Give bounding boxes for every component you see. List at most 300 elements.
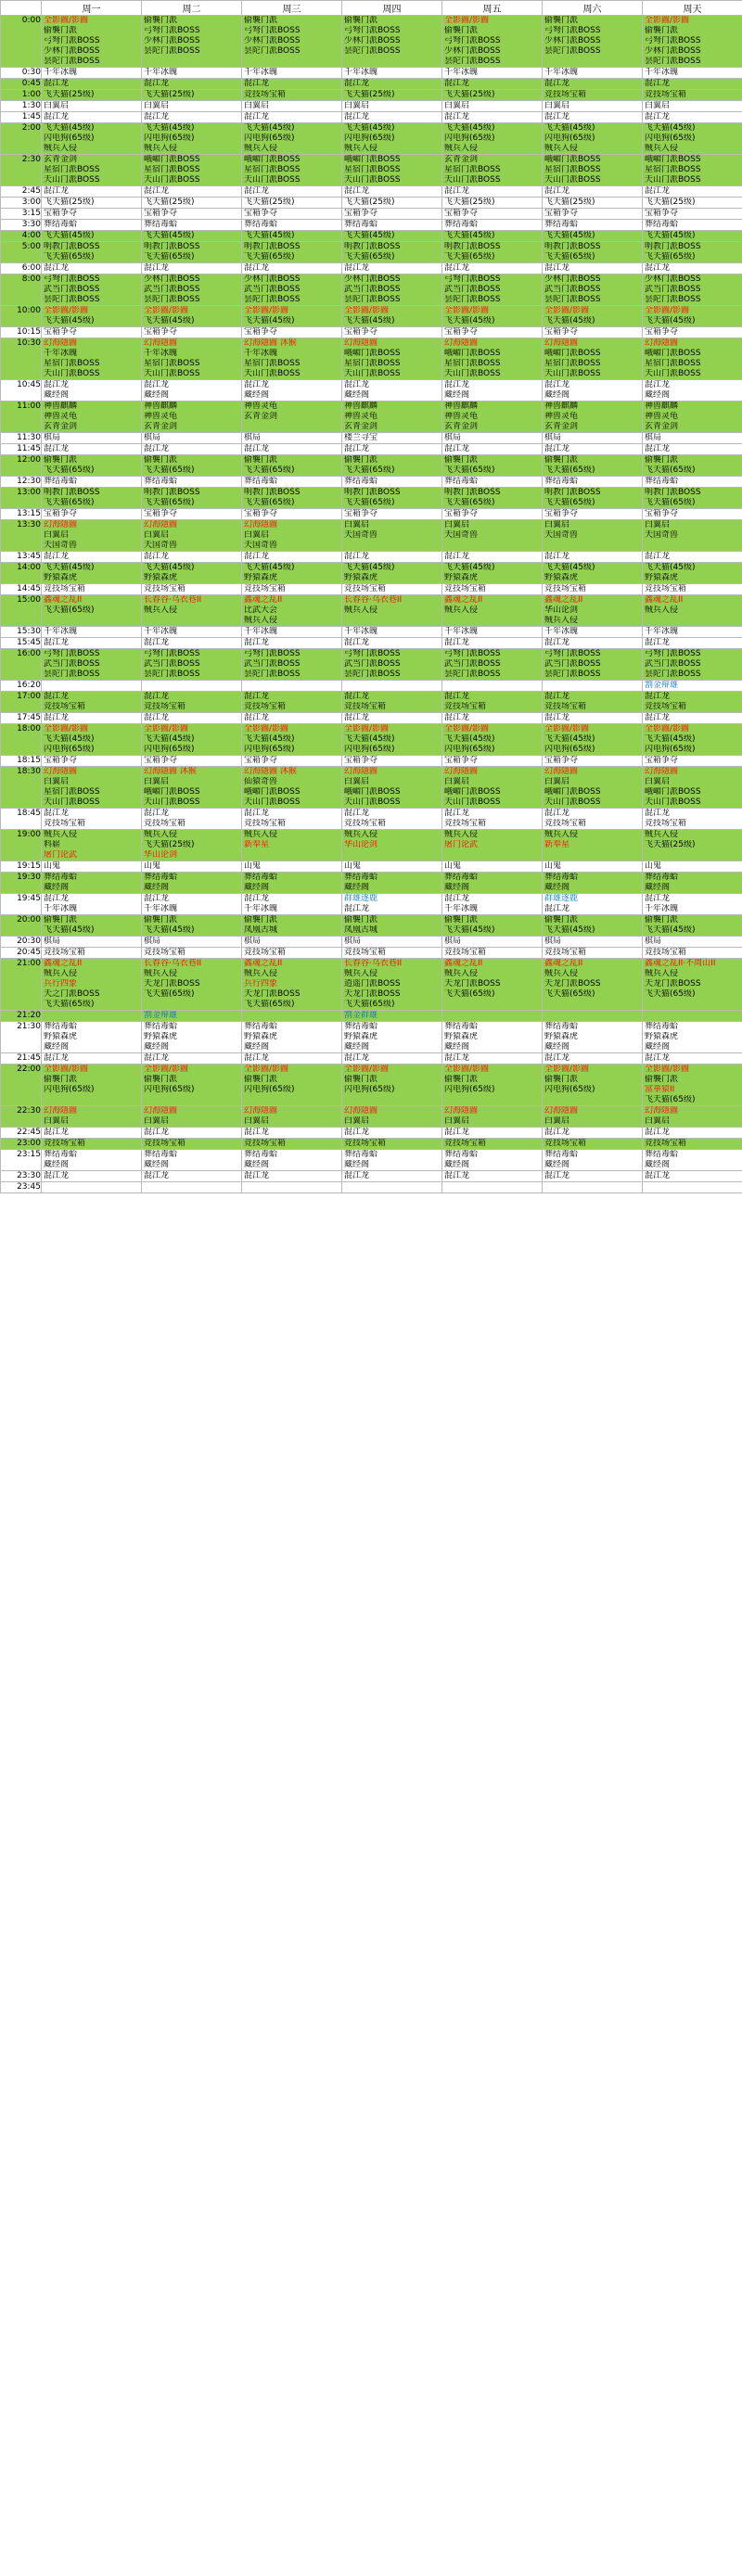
schedule-cell	[643, 563, 742, 584]
event-label: 白翼启	[645, 520, 671, 529]
schedule-cell	[643, 90, 742, 101]
event-label: 神兽麒麟	[344, 402, 378, 411]
time-label: 4:00	[1, 231, 42, 242]
schedule-cell	[543, 830, 643, 861]
schedule-cell	[242, 692, 342, 713]
schedule-cell	[242, 937, 342, 948]
event-label: 宝箱争夺	[244, 327, 278, 337]
time-label: 10:30	[1, 338, 42, 380]
event-label: 混江龙	[544, 904, 570, 913]
event-label: 玄青金剑	[444, 422, 479, 431]
event-label: 千年冰魄	[244, 904, 278, 913]
schedule-cell	[142, 90, 242, 101]
time-label: 3:30	[1, 220, 42, 231]
event-label: 幻海隱圖	[444, 1106, 479, 1116]
event-label: 混江龙	[544, 713, 570, 722]
schedule-cell	[42, 455, 142, 477]
event-label: 混江龙	[244, 809, 270, 818]
schedule-cell	[442, 306, 543, 327]
event-label: 天山门派BOSS	[144, 369, 200, 378]
event-label: 弓弩门派BOSS	[544, 649, 601, 658]
event-label: 峨嵋门派BOSS	[544, 155, 601, 164]
event-label: 混江龙	[344, 713, 370, 722]
schedule-cell	[442, 338, 543, 380]
event-label: 贼兵入侵	[444, 144, 479, 153]
event-label: 全影圖/影圖	[645, 306, 690, 315]
event-label: 竞技场宝箱	[244, 819, 287, 828]
schedule-cell	[543, 1150, 643, 1171]
schedule-cell	[643, 209, 742, 220]
event-label: 峨嵋门派BOSS	[244, 155, 301, 164]
schedule-cell	[142, 1171, 242, 1182]
schedule-cell	[643, 242, 742, 263]
event-label: 全影圖/影圖	[344, 724, 390, 733]
schedule-cell	[643, 1022, 742, 1053]
event-label: 闪电狗(65级)	[44, 134, 95, 143]
schedule-cell	[42, 327, 142, 338]
event-label: 弓弩门派BOSS	[444, 36, 501, 45]
schedule-cell	[42, 242, 142, 263]
time-label: 18:45	[1, 809, 42, 830]
event-label: 弓弩门派BOSS	[444, 649, 501, 658]
event-label: 贼兵入侵	[645, 606, 679, 615]
schedule-cell	[242, 638, 342, 649]
schedule-cell	[543, 1171, 643, 1182]
schedule-cell	[42, 477, 142, 488]
event-label: 竞技场宝箱	[645, 819, 687, 828]
schedule-cell	[242, 444, 342, 455]
event-label: 葬结毒蛤	[144, 220, 178, 229]
event-label: 野猿森虎	[444, 1032, 479, 1041]
schedule-cell	[643, 338, 742, 380]
time-label: 18:30	[1, 767, 42, 809]
event-label: 宝箱争夺	[144, 509, 178, 518]
event-label: 宝箱争夺	[344, 509, 378, 518]
schedule-cell	[42, 402, 142, 433]
event-label: 白翼启	[244, 530, 270, 540]
schedule-cell	[142, 1065, 242, 1106]
event-label: 宝箱争夺	[44, 209, 78, 218]
event-label: 千年冰魄	[444, 68, 479, 77]
event-label: 飞天猫(45级)	[444, 231, 495, 240]
event-label: 全影圖/影圖	[544, 724, 590, 733]
schedule-cell	[242, 1011, 342, 1022]
schedule-cell	[42, 488, 142, 509]
event-label: 飞天猫(65级)	[144, 252, 195, 261]
event-label: 少林门派BOSS	[144, 274, 200, 284]
time-label: 19:30	[1, 873, 42, 894]
event-label: 明教门派BOSS	[44, 488, 100, 497]
schedule-cell	[242, 274, 342, 306]
event-label: 千年冰魄	[144, 349, 178, 358]
event-label: 混江龙	[645, 1128, 671, 1137]
event-label: 飞天猫(65级)	[544, 465, 595, 475]
empty-slot	[643, 1011, 742, 1021]
event-label: 贼兵入侵	[444, 969, 479, 978]
schedule-cell	[643, 649, 742, 681]
event-label: 混江龙	[344, 444, 370, 453]
event-label: 鑫魂之乱II	[645, 595, 684, 605]
schedule-cell	[543, 1182, 643, 1193]
event-label: 长春谷·乌衣巷II	[144, 959, 202, 968]
event-label: 宝箱争夺	[144, 327, 178, 337]
table-row	[1, 327, 742, 338]
event-label: 峨嵋门派BOSS	[645, 349, 701, 358]
event-label: 藏经阁	[244, 1042, 270, 1052]
event-label: 混江龙	[144, 263, 170, 273]
event-label: 昙陀门派BOSS	[444, 295, 501, 304]
schedule-cell	[142, 1150, 242, 1171]
event-label: 闪电狗(65级)	[344, 1085, 395, 1094]
empty-slot	[242, 1182, 341, 1192]
schedule-cell	[42, 123, 142, 155]
schedule-cell	[442, 68, 543, 79]
schedule-cell	[342, 1011, 442, 1022]
event-label: 混江龙	[244, 1171, 270, 1180]
time-label: 12:30	[1, 477, 42, 488]
event-label: 峨嵋门派BOSS	[645, 787, 701, 797]
schedule-cell	[142, 1053, 242, 1065]
schedule-cell	[442, 112, 543, 123]
event-label: 偷襲门派	[44, 26, 78, 35]
event-label: 藏经阁	[544, 1160, 570, 1169]
event-label: 昙陀门派BOSS	[144, 670, 200, 679]
schedule-cell	[442, 1182, 543, 1193]
time-label: 23:30	[1, 1171, 42, 1182]
schedule-cell	[242, 338, 342, 380]
event-label: 飞天猫(45级)	[244, 734, 295, 744]
schedule-cell	[643, 455, 742, 477]
schedule-cell	[442, 402, 543, 433]
schedule-cell	[242, 915, 342, 937]
event-label: 飞天猫(25级)	[144, 90, 195, 99]
event-label: 偷襲门派	[645, 1075, 679, 1084]
event-label: 混江龙	[44, 1053, 70, 1063]
schedule-cell	[42, 101, 142, 112]
event-label: 山鬼	[244, 861, 262, 871]
schedule-cell	[342, 1128, 442, 1139]
event-label: 贼兵入侵	[144, 830, 178, 839]
event-label: 飞天猫(65级)	[44, 606, 95, 615]
event-label: 飞天猫(65级)	[544, 498, 595, 507]
schedule-cell	[543, 380, 643, 402]
time-label: 11:00	[1, 402, 42, 433]
event-label: 天山门派BOSS	[444, 175, 501, 185]
event-label: 千年冰魄	[344, 627, 378, 636]
time-label: 1:00	[1, 90, 42, 101]
event-label: 混江龙	[344, 638, 370, 647]
time-label: 19:00	[1, 830, 42, 861]
schedule-cell	[543, 231, 643, 242]
schedule-cell	[643, 638, 742, 649]
schedule-cell	[543, 263, 643, 274]
event-label: 宝箱争夺	[444, 209, 479, 218]
schedule-cell	[543, 274, 643, 306]
schedule-cell	[142, 455, 242, 477]
event-label: 竞技场宝箱	[44, 702, 86, 711]
event-label: 竞技场宝箱	[44, 819, 86, 828]
event-label: 飞天猫(65级)	[444, 498, 495, 507]
table-row	[1, 231, 742, 242]
event-label: 飞天猫(65级)	[344, 498, 395, 507]
event-label: 贼兵入侵	[44, 830, 78, 839]
schedule-cell	[242, 68, 342, 79]
event-label: 混江龙	[444, 809, 470, 818]
event-label: 藏经阁	[645, 390, 671, 400]
schedule-cell	[442, 584, 543, 595]
event-label: 明教门派BOSS	[244, 242, 301, 251]
schedule-cell	[442, 552, 543, 563]
event-label: 白翼启	[444, 1116, 470, 1126]
time-label: 17:00	[1, 692, 42, 713]
event-label: 幻海隱圖	[244, 520, 278, 529]
schedule-cell	[643, 327, 742, 338]
event-label: 白翼启	[444, 101, 470, 110]
event-label: 葬结毒蛤	[444, 220, 479, 229]
event-label: 飞天猫(45级)	[344, 316, 395, 325]
event-label: 天国奇兽	[244, 541, 278, 550]
event-label: 葬结毒蛤	[645, 1022, 679, 1031]
event-label: 白翼启	[44, 1116, 70, 1126]
event-label: 藏经阁	[344, 883, 370, 892]
event-label: 贼兵入侵	[645, 969, 679, 978]
schedule-cell	[342, 1150, 442, 1171]
schedule-cell	[42, 595, 142, 627]
event-label: 藏经阁	[544, 390, 570, 400]
schedule-cell	[442, 894, 543, 915]
event-label: 弓弩门派BOSS	[44, 649, 100, 658]
event-label: 武当门派BOSS	[645, 285, 701, 294]
event-label: 昙陀门派BOSS	[645, 670, 701, 679]
schedule-cell	[543, 552, 643, 563]
schedule-cell	[242, 220, 342, 231]
event-label: 混江龙	[244, 552, 270, 561]
event-label: 竞技场宝箱	[44, 1139, 86, 1148]
schedule-cell	[543, 809, 643, 830]
schedule-cell	[442, 220, 543, 231]
event-label: 全影圖/影圖	[444, 306, 490, 315]
event-label: 飞天猫(25级)	[645, 198, 696, 207]
schedule-cell	[543, 861, 643, 873]
event-label: 混江龙	[44, 1128, 70, 1137]
schedule-cell	[543, 1011, 643, 1022]
time-label: 18:15	[1, 756, 42, 767]
event-label: 偷襲门派	[144, 915, 178, 925]
event-label: 竞技场宝箱	[344, 584, 387, 593]
schedule-cell	[543, 209, 643, 220]
event-label: 武当门派BOSS	[244, 659, 301, 669]
table-row	[1, 552, 742, 563]
event-label: 飞天猫(45级)	[544, 231, 595, 240]
schedule-cell	[543, 402, 643, 433]
event-label: 少林门派BOSS	[645, 274, 701, 284]
event-label: 天国奇兽	[344, 530, 378, 540]
schedule-cell	[342, 477, 442, 488]
event-label: 竞技场宝箱	[645, 90, 687, 99]
event-label: 野猿森虎	[444, 573, 479, 582]
schedule-cell	[342, 809, 442, 830]
schedule-cell	[543, 306, 643, 327]
table-row	[1, 263, 742, 274]
event-label: 武当门派BOSS	[44, 659, 100, 669]
event-label: 幻海隱圖	[44, 1106, 78, 1116]
time-label: 10:45	[1, 380, 42, 402]
event-label: 野猿森虎	[544, 1032, 579, 1041]
table-row	[1, 1128, 742, 1139]
event-label: 贼兵入侵	[344, 144, 378, 153]
event-label: 明教门派BOSS	[44, 242, 100, 251]
schedule-cell	[142, 1182, 242, 1193]
event-label: 峨嵋门派BOSS	[544, 349, 601, 358]
column-header-sat: 周六	[543, 1, 643, 16]
schedule-cell	[643, 1053, 742, 1065]
table-row	[1, 627, 742, 638]
schedule-cell	[242, 861, 342, 873]
event-label: 全影圖/影圖	[44, 1065, 89, 1074]
event-label: 割金群雄	[344, 1011, 378, 1020]
schedule-cell	[643, 948, 742, 959]
event-label: 星宿门派BOSS	[44, 165, 100, 174]
schedule-cell	[242, 455, 342, 477]
event-label: 昙陀门派BOSS	[645, 57, 701, 66]
schedule-cell	[42, 186, 142, 198]
event-label: 昙陀门派BOSS	[344, 295, 401, 304]
event-label: 山鬼	[144, 861, 161, 871]
event-label: 神兽灵龟	[645, 412, 679, 421]
event-label: 华山论剑	[144, 850, 178, 860]
schedule-cell	[543, 16, 643, 68]
schedule-cell	[442, 595, 543, 627]
schedule-cell	[142, 713, 242, 724]
schedule-cell	[643, 713, 742, 724]
schedule-cell	[42, 1065, 142, 1106]
schedule-cell	[643, 1182, 742, 1193]
schedule-cell	[342, 713, 442, 724]
schedule-cell	[242, 1065, 342, 1106]
event-label: 贼兵入侵	[144, 969, 178, 978]
schedule-cell	[643, 488, 742, 509]
event-label: 葬结毒蛤	[144, 1022, 178, 1031]
schedule-cell	[543, 713, 643, 724]
event-label: 白翼启	[344, 101, 370, 110]
event-label: 白翼启	[444, 520, 470, 529]
schedule-cell	[242, 520, 342, 552]
schedule-cell	[342, 198, 442, 209]
event-label: 飞天猫(65级)	[144, 989, 195, 999]
schedule-cell	[643, 584, 742, 595]
schedule-cell	[543, 1022, 643, 1053]
schedule-cell	[42, 198, 142, 209]
event-label: 长春谷·乌衣巷II	[344, 959, 403, 968]
schedule-cell	[643, 552, 742, 563]
table-row	[1, 861, 742, 873]
schedule-cell	[543, 1128, 643, 1139]
event-label: 混江龙	[645, 1171, 671, 1180]
event-label: 幻海隱圖	[144, 520, 178, 529]
event-label: 千年冰魄	[645, 904, 679, 913]
event-label: 白翼启	[144, 1116, 170, 1126]
event-label: 凤凰古城	[244, 925, 278, 935]
schedule-cell	[643, 1171, 742, 1182]
event-label: 弓弩门派BOSS	[44, 36, 100, 45]
event-label: 武当门派BOSS	[544, 659, 601, 669]
schedule-cell	[543, 692, 643, 713]
schedule-table	[0, 0, 742, 1193]
schedule-cell	[242, 242, 342, 263]
event-label: 葬结毒蛤	[144, 1150, 178, 1159]
schedule-cell	[42, 915, 142, 937]
event-label: 混江龙	[444, 1128, 470, 1137]
schedule-cell	[142, 830, 242, 861]
event-label: 飞天猫(45级)	[444, 316, 495, 325]
schedule-cell	[643, 123, 742, 155]
event-label: 富華猿II	[645, 1085, 675, 1094]
event-label: 武当门派BOSS	[344, 659, 401, 669]
empty-slot	[543, 681, 642, 691]
schedule-cell	[342, 455, 442, 477]
table-row	[1, 563, 742, 584]
event-label: 少林门派BOSS	[344, 36, 401, 45]
event-label: 宝箱争夺	[244, 756, 278, 765]
schedule-cell	[42, 444, 142, 455]
event-label: 藏经阁	[144, 1042, 170, 1052]
event-label: 玄青金剑	[44, 155, 78, 164]
schedule-cell	[242, 894, 342, 915]
event-label: 混江龙	[44, 1171, 70, 1180]
event-label: 飞天猫(45级)	[44, 123, 95, 133]
event-label: 飞天猫(65级)	[244, 498, 295, 507]
schedule-cell	[342, 101, 442, 112]
schedule-cell	[442, 767, 543, 809]
event-label: 凤凰古城	[344, 925, 378, 935]
event-label: 闪电狗(65级)	[244, 134, 295, 143]
event-label: 玄青金剑	[344, 422, 378, 431]
event-label: 贼兵入侵	[645, 144, 679, 153]
schedule-cell	[442, 242, 543, 263]
event-label: 竞技场宝箱	[444, 1139, 487, 1148]
event-label: 棋局	[44, 433, 61, 442]
event-label: 混江龙	[645, 263, 671, 273]
schedule-cell	[242, 186, 342, 198]
event-label: 幻海隱圖	[444, 338, 479, 348]
event-label: 混江龙	[544, 1171, 570, 1180]
event-label: 混江龙	[344, 692, 370, 701]
time-label: 21:45	[1, 1053, 42, 1065]
schedule-cell	[242, 198, 342, 209]
event-label: 千年冰魄	[144, 904, 178, 913]
event-label: 混江龙	[144, 444, 170, 453]
table-row	[1, 16, 742, 68]
event-label: 幻海隱圖	[544, 1106, 579, 1116]
schedule-cell	[142, 681, 242, 692]
event-label: 明教门派BOSS	[244, 488, 301, 497]
schedule-cell	[442, 830, 543, 861]
event-label: 藏经阁	[444, 1160, 470, 1169]
schedule-cell	[543, 915, 643, 937]
event-label: 少林门派BOSS	[244, 36, 301, 45]
event-label: 昙陀门派BOSS	[544, 46, 601, 56]
schedule-cell	[42, 861, 142, 873]
schedule-cell	[142, 68, 242, 79]
table-row	[1, 713, 742, 724]
event-label: 竞技场宝箱	[344, 819, 387, 828]
event-label: 葬结毒蛤	[344, 220, 378, 229]
event-label: 闪电狗(65级)	[144, 134, 195, 143]
event-label: 藏经阁	[244, 390, 270, 400]
event-label: 天山门派BOSS	[645, 175, 701, 185]
event-label: 昙陀门派BOSS	[544, 295, 601, 304]
schedule-cell	[42, 627, 142, 638]
